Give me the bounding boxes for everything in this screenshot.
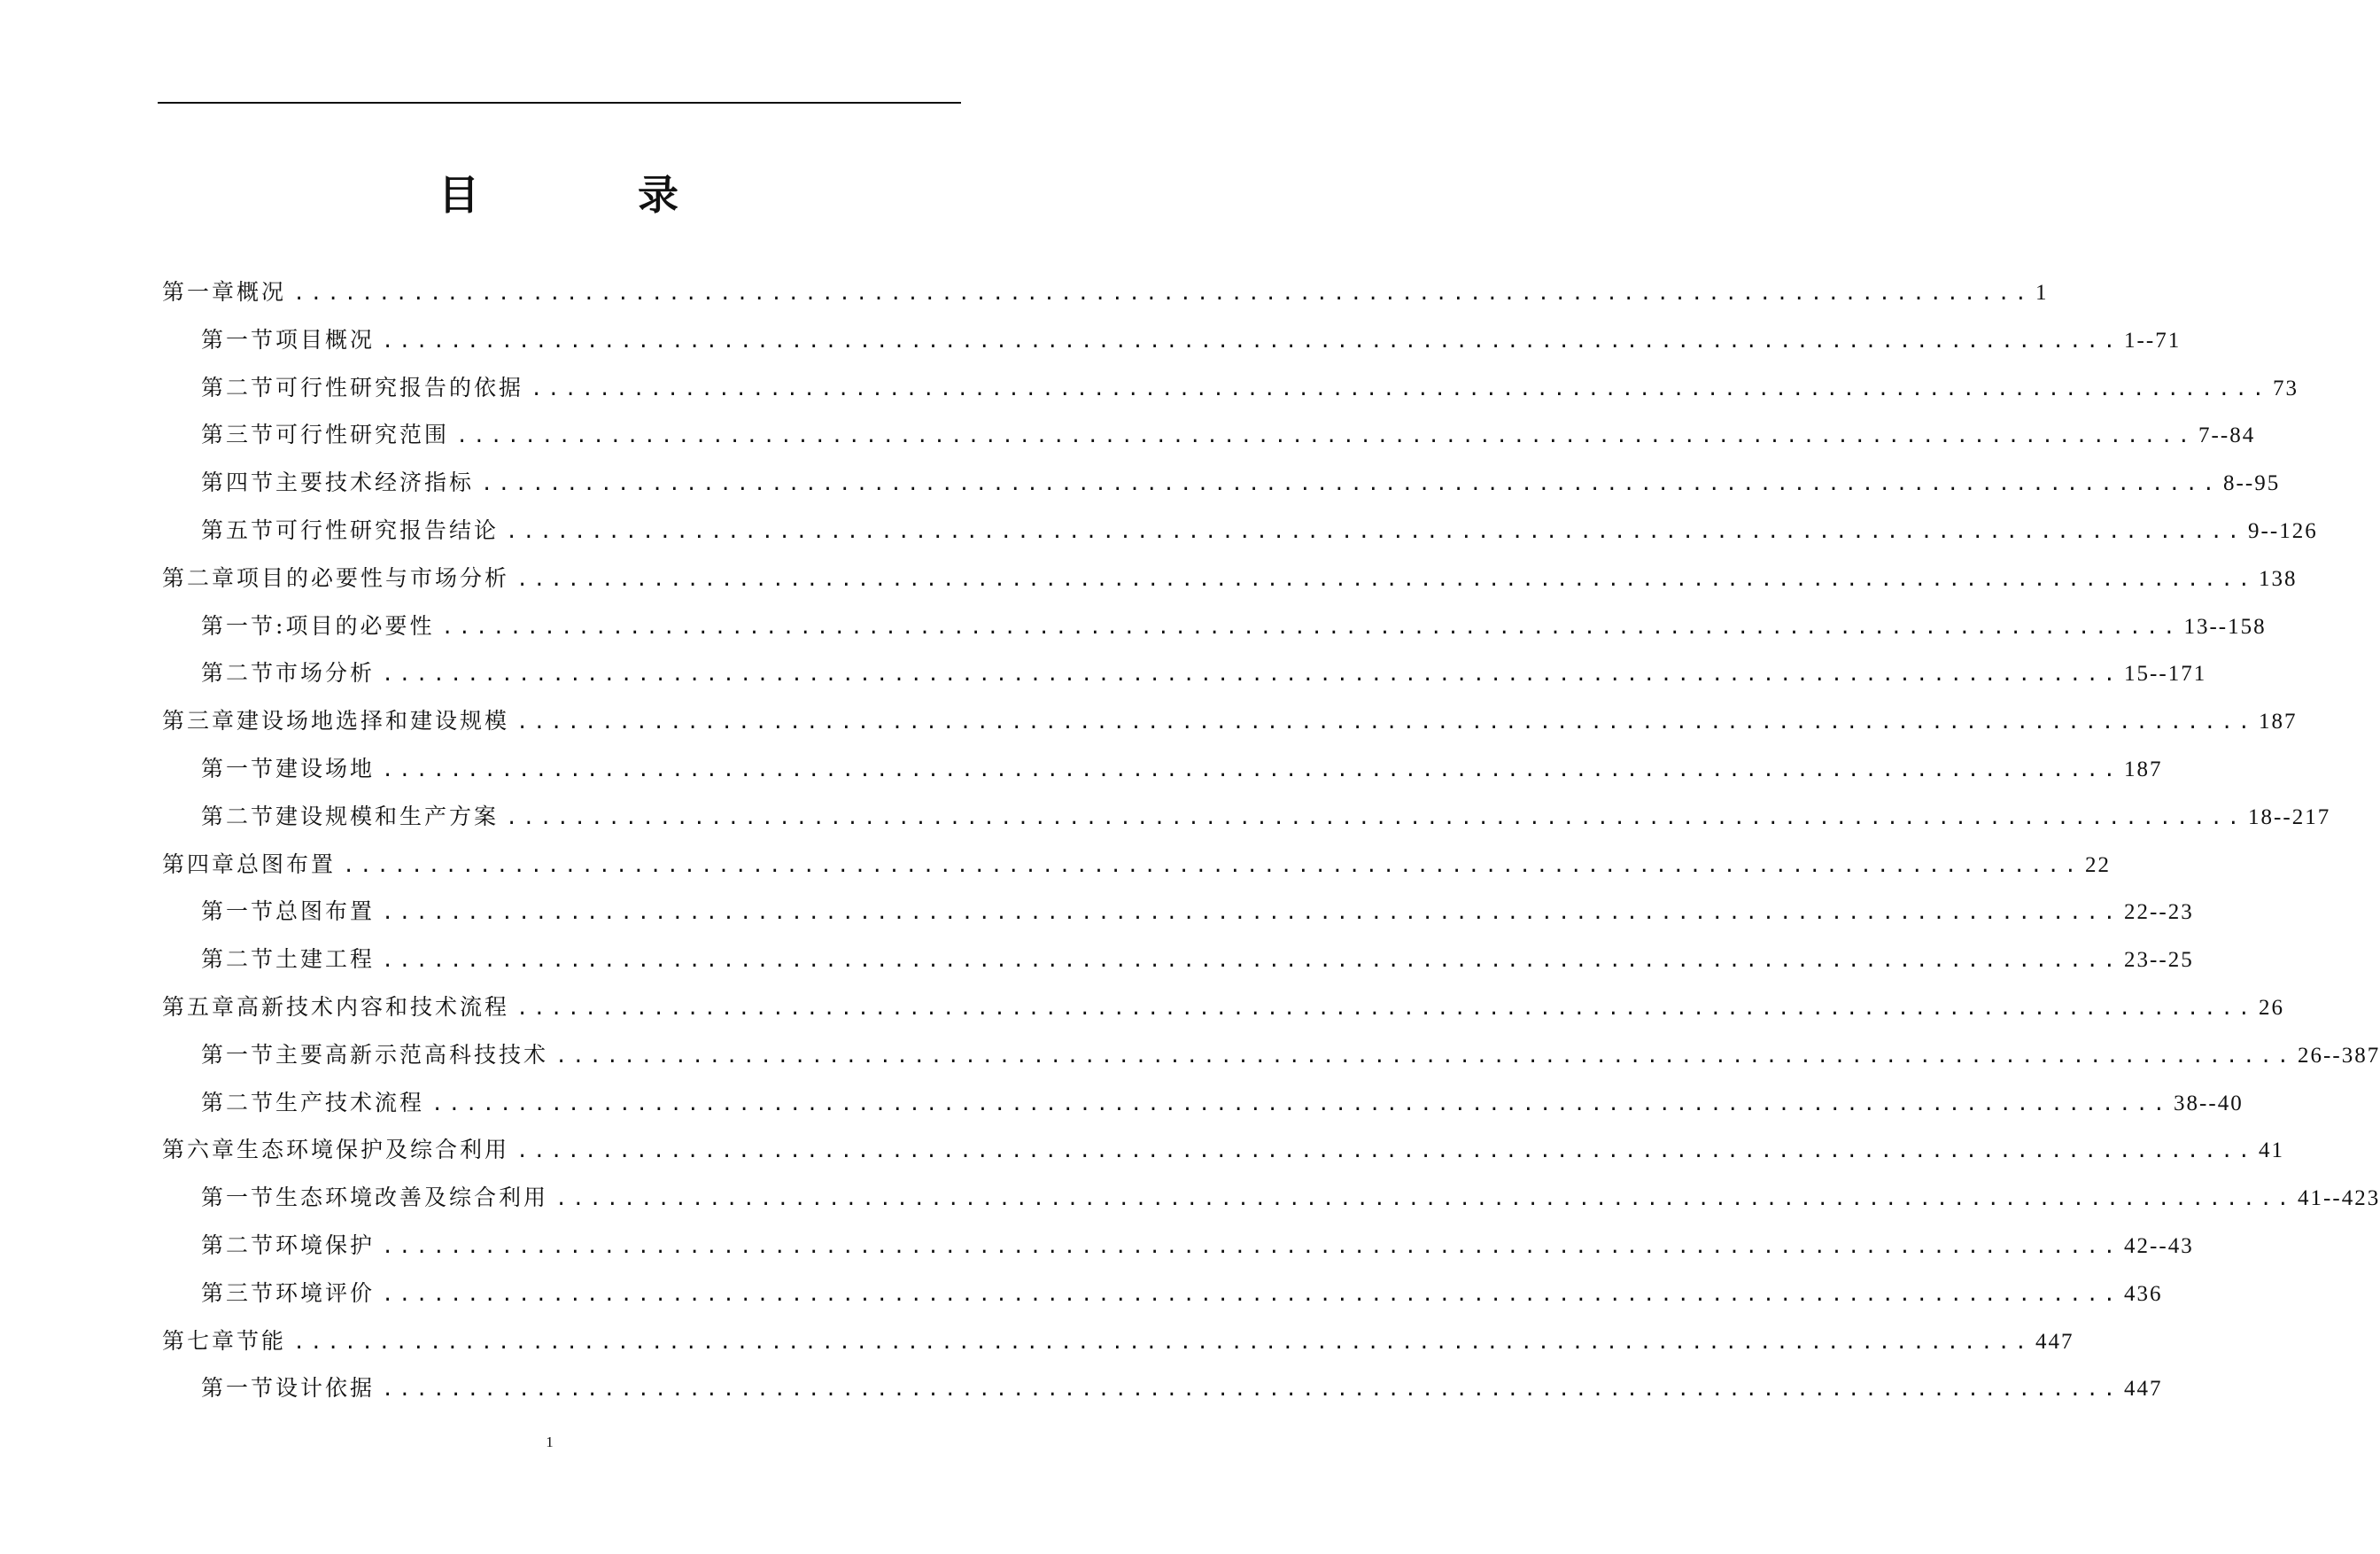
toc-entry-chapter-2[interactable] [162,555,2298,602]
toc-entry-number: 第三节 [201,1279,276,1306]
toc-entry-title: 建设规模和生产方案 [275,803,500,829]
toc-entry-number: 第二节 [201,374,276,400]
toc-dot-leader: ...................................................................................................... [293,283,2033,305]
toc-entry-title: 可行性研究报告结论 [275,517,500,543]
header-rule [158,102,961,104]
toc-dot-leader: ...................................................................................................... [456,425,2196,448]
toc-entry-page: 1 [2035,281,2049,305]
toc-entry-section[interactable] [162,1270,2163,1317]
toc-entry-section[interactable] [162,602,2267,650]
toc-dot-leader: ...................................................................................................... [382,330,2121,353]
toc-entry-title: 环境保护 [275,1232,376,1258]
toc-entry-page: 1--71 [2124,328,2182,353]
toc-entry-number: 第二节 [201,946,276,973]
toc-entry-number: 第四章 [162,851,237,877]
toc-dot-leader: ...................................................................................................... [506,520,2245,543]
toc-entry-title: 环境评价 [275,1279,376,1306]
toc-entry-chapter-1[interactable] [162,268,2049,316]
toc-dot-leader: ...................................................................................................... [516,997,2256,1020]
toc-entry-page: 9--126 [2248,518,2318,543]
toc-entry-page: 23--25 [2124,948,2194,973]
toc-entry-number: 第五节 [201,517,276,543]
toc-entry-title: 高新技术内容和技术流程 [236,993,510,1020]
toc-entry-section[interactable] [162,316,2182,364]
toc-entry-page: 26--387 [2298,1043,2380,1068]
table-of-contents [162,268,2380,1412]
toc-entry-section[interactable] [162,1222,2194,1270]
toc-entry-section[interactable] [162,888,2194,936]
toc-entry-title: 总图布置 [275,898,376,925]
toc-dot-leader: ...................................................................................................... [343,854,2082,877]
toc-entry-title: 总图布置 [236,851,337,877]
toc-entry-number: 第一节 [201,1375,276,1402]
toc-entry-number: 第四节 [201,470,276,496]
toc-entry-page: 73 [2273,376,2299,400]
toc-entry-title: 生产技术流程 [275,1089,425,1115]
toc-entry-title: 建设场地 [275,755,376,781]
page-number: 1 [546,1434,554,1450]
toc-entry-number: 第二章 [162,564,237,591]
toc-entry-number: 第三节 [201,422,276,448]
toc-entry-title: 生态环境保护及综合利用 [236,1137,510,1163]
toc-dot-leader: ...................................................................................................... [516,711,2256,734]
toc-entry-title: 土建工程 [275,946,376,973]
toc-entry-number: 第七章 [162,1327,237,1354]
toc-entry-number: 第一节 [201,326,276,353]
toc-heading-char-2: 录 [638,171,678,219]
toc-entry-section[interactable] [162,745,2163,793]
toc-entry-page: 447 [2124,1377,2163,1402]
toc-dot-leader: ...................................................................................................... [382,664,2121,687]
toc-entry-section[interactable] [162,507,2318,555]
toc-entry-title: 项目概况 [275,326,376,353]
toc-entry-number: 第三章 [162,708,237,734]
toc-dot-leader: ...................................................................................................... [516,568,2256,591]
toc-dot-leader: ...................................................................................................... [441,616,2181,639]
toc-entry-number: 第二节 [201,1089,276,1115]
toc-entry-page: 26 [2259,995,2285,1020]
toc-entry-title: 概况 [236,279,287,305]
toc-dot-leader: ...................................................................................................... [382,950,2121,973]
toc-entry-section[interactable] [162,1079,2244,1127]
toc-entry-page: 447 [2035,1329,2074,1354]
toc-entry-chapter-7[interactable] [162,1317,2074,1365]
toc-entry-section[interactable] [162,364,2299,412]
toc-dot-leader: ...................................................................................................... [481,473,2221,496]
toc-entry-page: 13--158 [2183,614,2267,639]
toc-entry-page: 15--171 [2124,662,2207,687]
toc-entry-number: 第二节 [201,1232,276,1258]
toc-dot-leader: ...................................................................................................... [531,377,2270,400]
toc-entry-page: 22--23 [2124,900,2194,925]
toc-entry-page: 41 [2259,1138,2285,1163]
toc-entry-chapter-3[interactable] [162,697,2298,745]
toc-entry-number: 第一节 [201,1185,276,1211]
toc-entry-number: 第一章 [162,279,237,305]
toc-entry-section[interactable] [162,793,2331,841]
toc-dot-leader: ...................................................................................................... [555,1188,2295,1211]
toc-entry-chapter-5[interactable] [162,983,2285,1031]
toc-entry-number: 第五章 [162,993,237,1020]
toc-entry-page: 41--423 [2298,1186,2380,1211]
toc-dot-leader: ...................................................................................................... [293,1331,2033,1354]
toc-entry-number: 第二节 [201,803,276,829]
toc-entry-section[interactable] [162,459,2281,507]
toc-entry-page: 22 [2085,852,2112,877]
toc-dot-leader: ...................................................................................................... [382,1379,2121,1402]
toc-entry-title: 主要高新示范高科技技术 [275,1041,549,1068]
toc-entry-section[interactable] [162,1364,2163,1412]
toc-entry-title: 主要技术经济指标 [275,470,475,496]
toc-entry-page: 138 [2259,566,2298,591]
toc-entry-page: 187 [2124,757,2163,781]
toc-entry-title: 市场分析 [275,660,376,687]
toc-heading-char-1: 目 [438,171,479,219]
toc-entry-page: 18--217 [2248,804,2331,829]
toc-entry-page: 7--84 [2198,423,2256,448]
toc-entry-section[interactable] [162,649,2207,697]
toc-dot-leader: ...................................................................................................... [431,1092,2171,1115]
toc-entry-title: 项目的必要性与市场分析 [236,564,510,591]
toc-entry-title: 节能 [236,1327,287,1354]
toc-entry-page: 38--40 [2174,1091,2244,1115]
toc-entry-title: 设计依据 [275,1375,376,1402]
toc-entry-chapter-6[interactable] [162,1126,2285,1174]
toc-entry-number: 第二节 [201,660,276,687]
toc-entry-section[interactable] [162,1031,2380,1079]
toc-entry-title: 建设场地选择和建设规模 [236,708,510,734]
toc-entry-page: 187 [2259,710,2298,734]
toc-entry-section[interactable] [162,411,2256,459]
toc-entry-chapter-4[interactable] [162,841,2112,889]
toc-entry-number: 第一节 [201,898,276,925]
toc-entry-number: 第一节: [201,612,286,639]
toc-dot-leader: ...................................................................................................... [382,758,2121,781]
toc-entry-number: 第一节 [201,755,276,781]
toc-entry-section[interactable] [162,1174,2380,1222]
toc-dot-leader: ...................................................................................................... [506,806,2245,829]
toc-entry-number: 第一节 [201,1041,276,1068]
toc-entry-page: 8--95 [2223,471,2281,496]
toc-entry-page: 436 [2124,1281,2163,1306]
toc-entry-title: 可行性研究范围 [275,422,450,448]
toc-entry-page: 42--43 [2124,1233,2194,1258]
toc-entry-title: 可行性研究报告的依据 [275,374,524,400]
toc-dot-leader: ...................................................................................................... [382,1283,2121,1306]
toc-dot-leader: ...................................................................................................... [382,1235,2121,1258]
toc-dot-leader: ...................................................................................................... [555,1045,2295,1068]
toc-dot-leader: ...................................................................................................... [516,1140,2256,1163]
toc-entry-section[interactable] [162,936,2194,983]
toc-entry-title: 项目的必要性 [285,612,435,639]
toc-entry-title: 生态环境改善及综合利用 [275,1185,549,1211]
toc-dot-leader: ...................................................................................................... [382,902,2121,925]
toc-entry-number: 第六章 [162,1137,237,1163]
